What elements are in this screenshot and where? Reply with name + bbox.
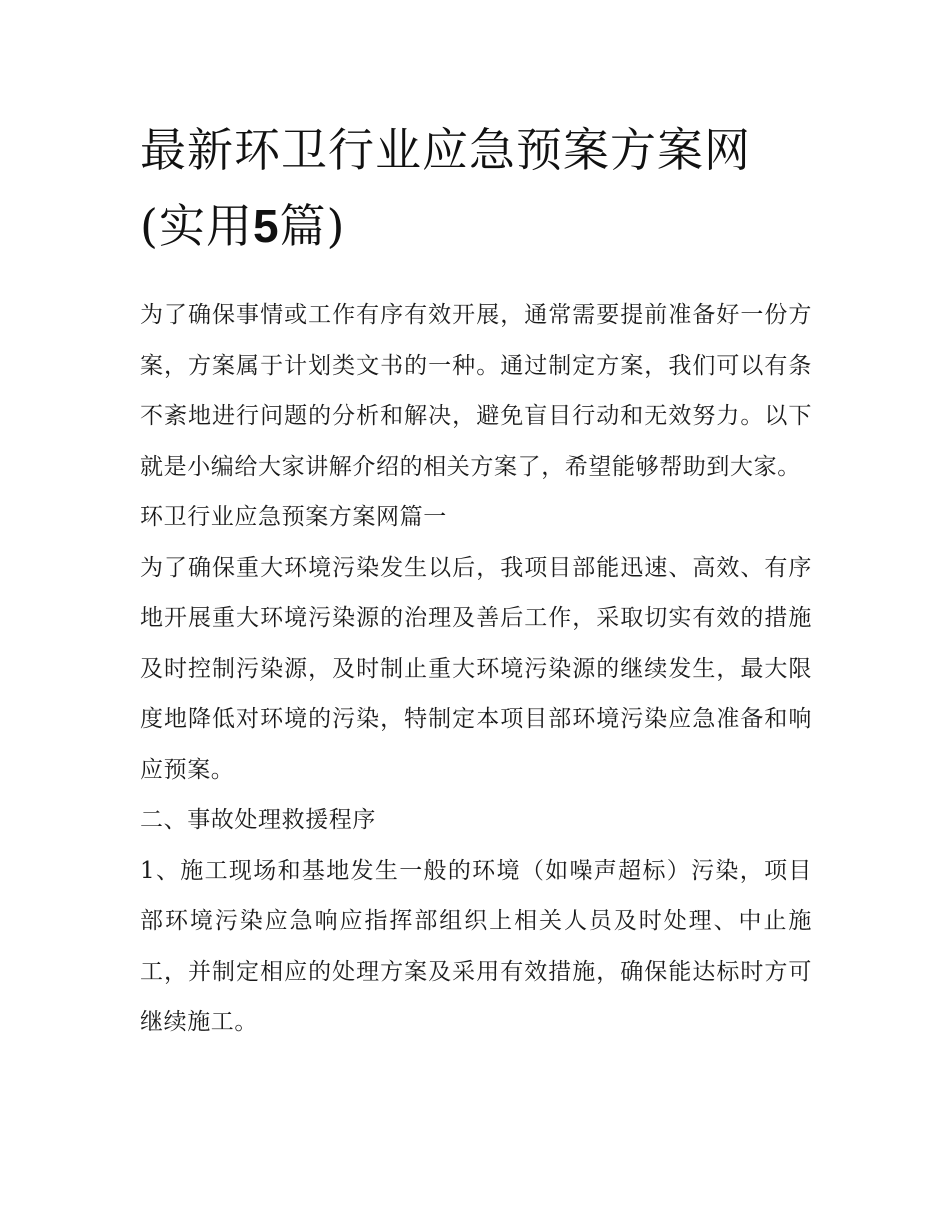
intro-paragraph: 为了确保事情或工作有序有效开展，通常需要提前准备好一份方案，方案属于计划类文书的一种。通过制定方案，我们可以有条不紊地进行问题的分析和解决，避免盲目行动和无效努力。以下就是小编给大家讲解介绍的相关方案了，希望能够帮助到大家。 <box>140 302 812 480</box>
title-line-2-suffix: 篇) <box>279 199 346 253</box>
section-heading-procedure: 二、事故处理救援程序 <box>140 807 376 833</box>
title-line-2-prefix: (实用 <box>140 199 253 253</box>
document-title <box>140 112 812 264</box>
purpose-paragraph: 为了确保重大环境污染发生以后，我项目部能迅速、高效、有序地开展重大环境污染源的治理及善后工作，采取切实有效的措施及时控制污染源，及时制止重大环境污染源的继续发生，最大限度地降低对环境的污染，特制定本项目部环境污染应急准备和响应预案。 <box>140 554 812 783</box>
document-body <box>140 290 812 1048</box>
title-line-1: 最新环卫行业应急预案方案网 <box>140 123 751 177</box>
document-content <box>140 112 812 1048</box>
title-line-2-number: 5 <box>252 200 280 252</box>
procedure-item-1: 1、施工现场和基地发生一般的环境（如噪声超标）污染，项目部环境污染应急响应指挥部组织上相关人员及时处理、中止施工，并制定相应的处理方案及采用有效措施，确保能达标时方可继续施工。 <box>140 857 812 1035</box>
section-heading-part-one: 环卫行业应急预案方案网篇一 <box>140 504 447 530</box>
